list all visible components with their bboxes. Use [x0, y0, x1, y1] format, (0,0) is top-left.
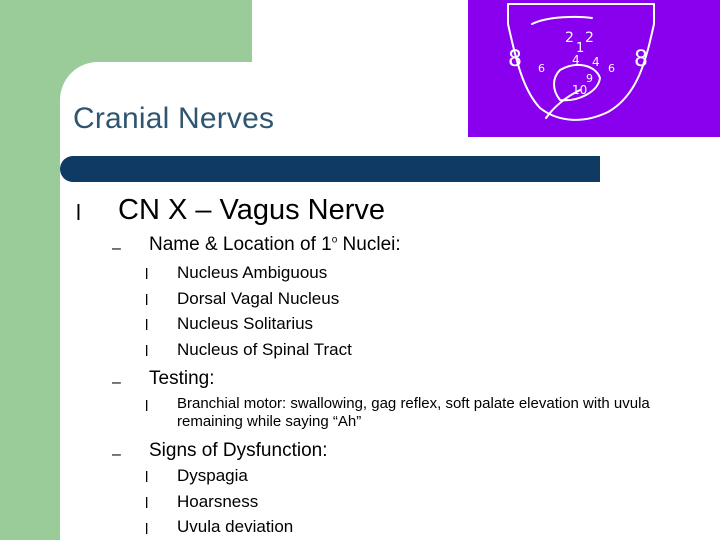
list-item: Branchial motor: swallowing, gag reflex, soft palate elevation with uvula remaining while saying “Ah” [177, 395, 650, 430]
sketch-label: 10 [572, 83, 588, 97]
list-item: Uvula deviation [177, 517, 294, 536]
sketch-label: 9 [586, 72, 593, 85]
list-item: Nucleus Ambiguous [177, 263, 328, 282]
title-divider-bar [60, 156, 600, 182]
section-heading: Signs of Dysfunction: [149, 440, 328, 461]
dash-marker: – [112, 446, 121, 463]
bullet-marker: l [145, 317, 149, 334]
mouth-sketch-image [468, 0, 720, 137]
list-item: Dyspagia [177, 466, 248, 485]
sketch-label: 8 [634, 47, 648, 72]
section-heading: Name & Location of 1$^o$ Nuclei: [149, 234, 401, 255]
sketch-label: 4 [572, 53, 580, 67]
dash-marker: – [112, 240, 121, 257]
main-heading: CN X – Vagus Nerve [118, 194, 386, 226]
sketch-label: 4 [592, 55, 600, 69]
sketch-label: 1 [576, 41, 585, 56]
bullet-marker: l [145, 343, 149, 360]
sketch-label: 6 [538, 62, 545, 75]
sketch-label: 6 [608, 62, 615, 75]
bullet-marker: l [145, 292, 149, 309]
sketch-label: 2 [585, 30, 594, 46]
section-heading: Testing: [149, 368, 215, 389]
list-item: Hoarsness [177, 492, 259, 511]
list-item: Nucleus of Spinal Tract [177, 340, 352, 359]
sketch-label: 2 [565, 30, 574, 46]
dash-marker: – [112, 374, 121, 391]
bullet-marker: l [145, 495, 149, 512]
bullet-marker: l [145, 266, 149, 283]
bullet-marker: l [145, 521, 149, 538]
list-item: Dorsal Vagal Nucleus [177, 289, 340, 308]
list-item: Nucleus Solitarius [177, 314, 314, 333]
slide-title: Cranial Nerves [73, 102, 275, 135]
bullet-marker: l [145, 398, 149, 415]
bullet-marker: l [145, 469, 149, 486]
bullet-marker: l [76, 200, 81, 225]
sketch-label: 8 [508, 47, 522, 72]
